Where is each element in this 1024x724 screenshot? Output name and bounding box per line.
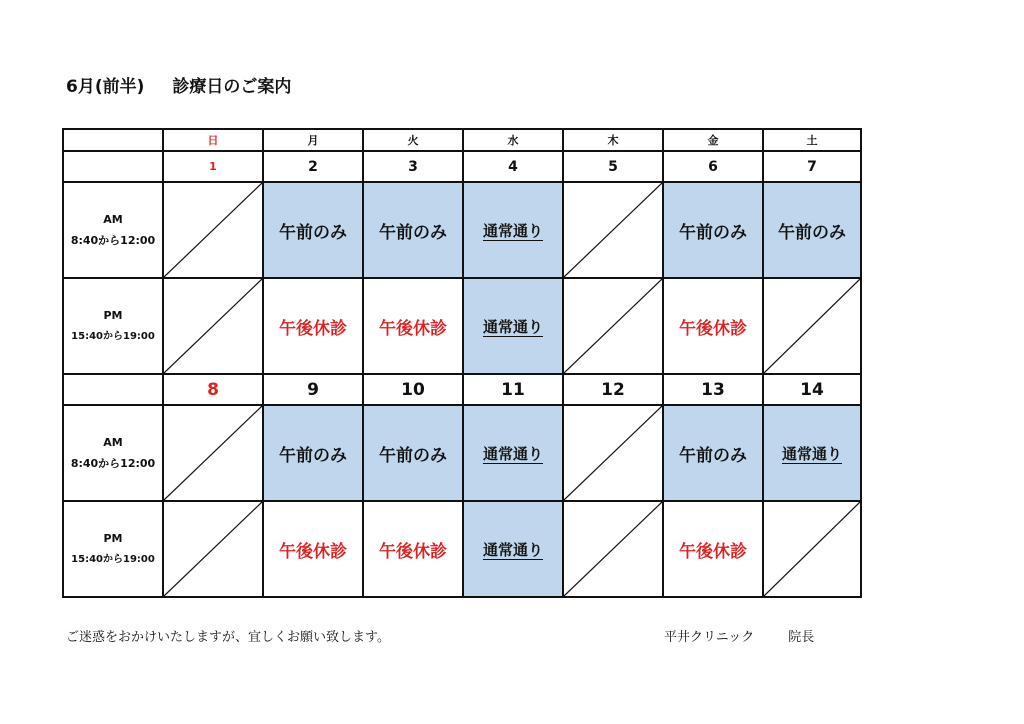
am-time: 8:40から12:00 [70, 234, 156, 247]
date-thu: 5 [563, 151, 663, 182]
am-label-cell [63, 405, 163, 501]
closed-cell [563, 278, 663, 374]
title-month: 6月(前半) [66, 77, 145, 97]
weekday-sun: 日 [163, 129, 263, 151]
normal-hours-cell [463, 278, 563, 374]
morning-only-cell [763, 182, 861, 278]
date-sun: 1 [163, 151, 263, 182]
signer-role: 院長 [788, 630, 815, 645]
weekday-sat: 土 [763, 129, 861, 151]
date-tue: 3 [363, 151, 463, 182]
normal-hours-cell [463, 405, 563, 501]
date-wed: 4 [463, 151, 563, 182]
am-label: AM [103, 436, 123, 449]
date-sat: 14 [763, 374, 861, 405]
status-morning-only: 午前のみ [279, 445, 347, 466]
schedule-table [62, 128, 862, 598]
normal-hours-cell [463, 501, 563, 597]
status-normal: 通常通り [482, 540, 543, 559]
date-row-label-cell [63, 374, 163, 405]
pm-time: 15:40から19:00 [71, 554, 155, 565]
status-afternoon-closed: 午後休診 [679, 318, 747, 339]
weekday-wed: 水 [463, 129, 563, 151]
date-tue: 10 [363, 374, 463, 405]
closed-cell [763, 278, 861, 374]
afternoon-closed-cell [363, 501, 463, 597]
morning-only-cell [663, 182, 763, 278]
morning-only-cell [363, 182, 463, 278]
closed-cell [763, 501, 861, 597]
closed-diagonal-icon [564, 279, 662, 373]
clinic-name: 平井クリニック [664, 630, 755, 645]
afternoon-closed-cell [263, 501, 363, 597]
closed-diagonal-icon [764, 279, 860, 373]
pm-label-cell [63, 501, 163, 597]
weekday-tue: 火 [363, 129, 463, 151]
closed-diagonal-icon [564, 406, 662, 500]
weekday-header-row [63, 129, 861, 151]
morning-only-cell [663, 405, 763, 501]
date-fri: 6 [663, 151, 763, 182]
closed-cell [563, 405, 663, 501]
morning-only-cell [263, 405, 363, 501]
status-afternoon-closed: 午後休診 [379, 541, 447, 562]
footer-message: ご迷惑をおかけいたしますが、宜しくお願い致します。 [66, 630, 390, 645]
am-row [63, 405, 861, 501]
morning-only-cell [363, 405, 463, 501]
afternoon-closed-cell [363, 278, 463, 374]
title-subtitle: 診療日のご案内 [172, 77, 292, 97]
pm-row [63, 501, 861, 597]
morning-only-cell [263, 182, 363, 278]
status-normal: 通常通り [482, 221, 543, 240]
corner-cell [63, 129, 163, 151]
am-time: 8:40から12:00 [70, 457, 156, 470]
date-sat: 7 [763, 151, 861, 182]
date-fri: 13 [663, 374, 763, 405]
closed-diagonal-icon [164, 279, 262, 373]
status-normal: 通常通り [482, 444, 543, 463]
date-mon: 2 [263, 151, 363, 182]
pm-label: PM [103, 309, 123, 322]
weekday-thu: 木 [563, 129, 663, 151]
date-mon: 9 [263, 374, 363, 405]
closed-diagonal-icon [764, 502, 860, 596]
afternoon-closed-cell [263, 278, 363, 374]
closed-diagonal-icon [164, 502, 262, 596]
closed-cell [563, 501, 663, 597]
status-afternoon-closed: 午後休診 [379, 318, 447, 339]
pm-label-cell [63, 278, 163, 374]
pm-row [63, 278, 861, 374]
page-title [66, 72, 291, 97]
status-afternoon-closed: 午後休診 [279, 541, 347, 562]
date-row-label-cell [63, 151, 163, 182]
status-morning-only: 午前のみ [379, 222, 447, 243]
pm-time: 15:40から19:00 [71, 331, 155, 342]
status-morning-only: 午前のみ [778, 222, 846, 243]
status-morning-only: 午前のみ [379, 445, 447, 466]
closed-diagonal-icon [564, 502, 662, 596]
status-afternoon-closed: 午後休診 [679, 541, 747, 562]
normal-hours-cell [763, 405, 861, 501]
closed-cell [163, 405, 263, 501]
normal-hours-cell [463, 182, 563, 278]
weekday-mon: 月 [263, 129, 363, 151]
closed-cell [163, 278, 263, 374]
date-wed: 11 [463, 374, 563, 405]
date-sun: 8 [163, 374, 263, 405]
closed-cell [163, 501, 263, 597]
pm-label: PM [103, 532, 123, 545]
status-morning-only: 午前のみ [679, 222, 747, 243]
date-thu: 12 [563, 374, 663, 405]
am-label-cell [63, 182, 163, 278]
weekday-fri: 金 [663, 129, 763, 151]
status-morning-only: 午前のみ [679, 445, 747, 466]
am-label: AM [103, 213, 123, 226]
closed-cell [563, 182, 663, 278]
am-row [63, 182, 861, 278]
afternoon-closed-cell [663, 278, 763, 374]
status-afternoon-closed: 午後休診 [279, 318, 347, 339]
date-row [63, 374, 861, 405]
closed-diagonal-icon [164, 406, 262, 500]
afternoon-closed-cell [663, 501, 763, 597]
closed-cell [163, 182, 263, 278]
status-morning-only: 午前のみ [279, 222, 347, 243]
closed-diagonal-icon [564, 183, 662, 277]
status-normal: 通常通り [781, 444, 842, 463]
date-row [63, 151, 861, 182]
closed-diagonal-icon [164, 183, 262, 277]
footer-signature [664, 626, 814, 645]
status-normal: 通常通り [482, 317, 543, 336]
